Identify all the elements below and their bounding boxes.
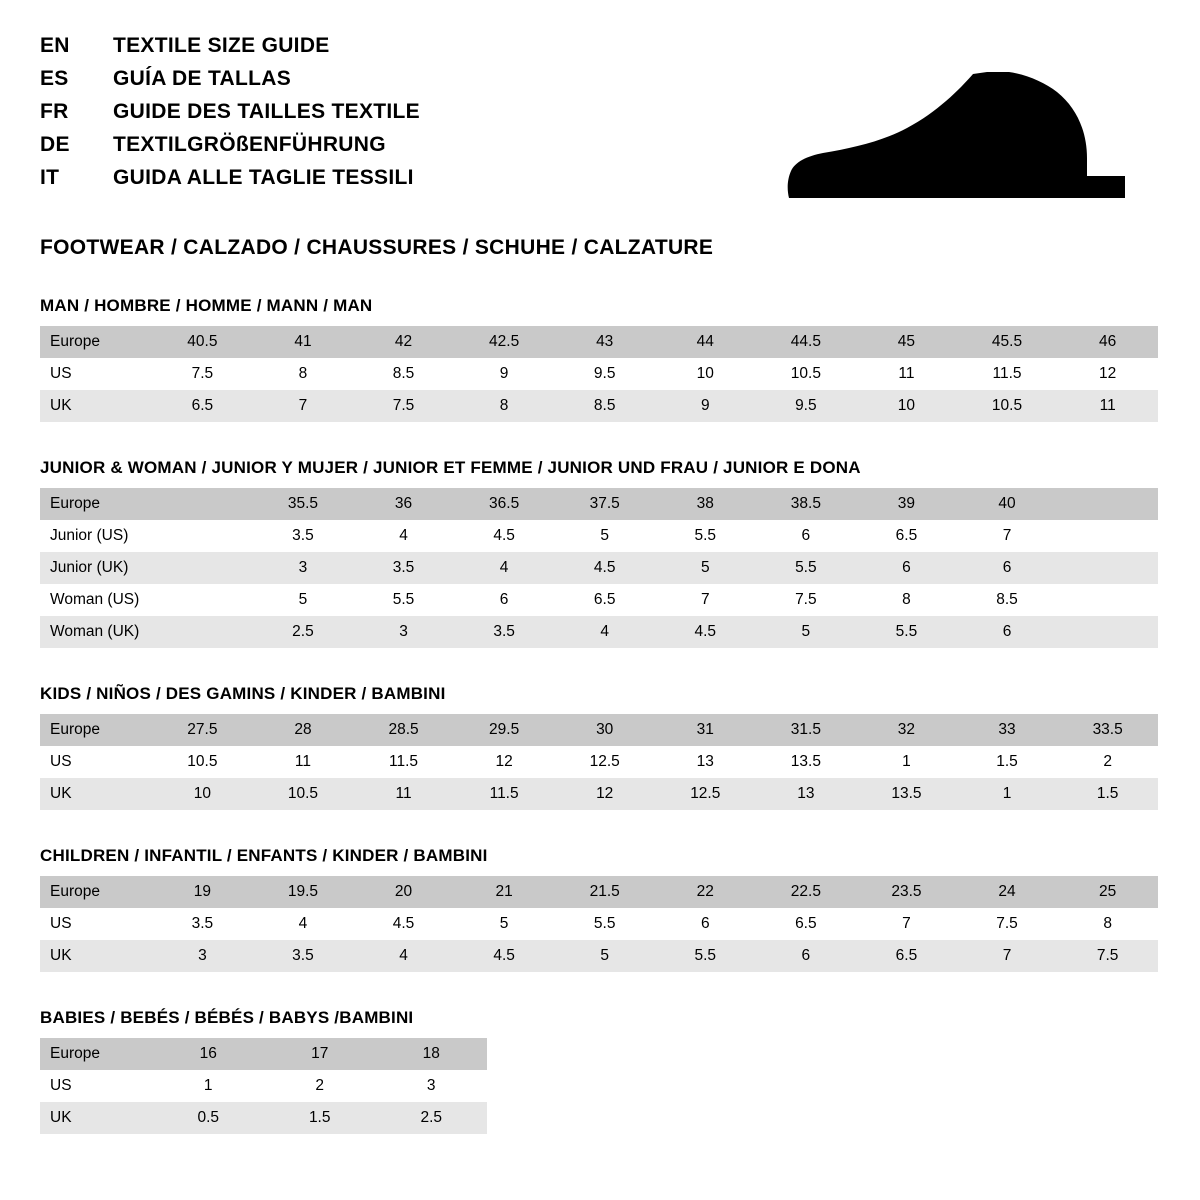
table-cell: [152, 520, 253, 552]
table-cell: 11: [1057, 390, 1158, 422]
group-title: KIDS / NIÑOS / DES GAMINS / KINDER / BAMBINI: [40, 684, 446, 703]
row-label: UK: [40, 778, 152, 810]
table-cell: 13.5: [856, 778, 957, 810]
table-cell: [152, 488, 253, 520]
table-cell: [1057, 552, 1158, 584]
language-title: TEXTILGRÖßENFÜHRUNG: [113, 133, 386, 156]
table-cell: [1057, 584, 1158, 616]
table-cell: 10.5: [253, 778, 354, 810]
table-cell: 22.5: [756, 876, 857, 908]
table-cell: 6.5: [554, 584, 655, 616]
row-label: Woman (US): [40, 584, 152, 616]
table-row: [40, 616, 1158, 648]
table-cell: 4.5: [353, 908, 454, 940]
table-cell: 6: [756, 940, 857, 972]
table-cell: 6: [756, 520, 857, 552]
table-cell: 8.5: [957, 584, 1058, 616]
table-cell: 40.5: [152, 326, 253, 358]
language-title: GUIDA ALLE TAGLIE TESSILI: [113, 166, 414, 189]
language-code: IT: [40, 166, 60, 189]
table-row: [40, 552, 1158, 584]
row-label: Europe: [40, 714, 152, 746]
table-cell: 5: [655, 552, 756, 584]
table-cell: 42: [353, 326, 454, 358]
table-cell: [1057, 520, 1158, 552]
table-cell: 39: [856, 488, 957, 520]
table-cell: 19: [152, 876, 253, 908]
table-cell: 2.5: [375, 1102, 487, 1134]
group-title: BABIES / BEBÉS / BÉBÉS / BABYS /BAMBINI: [40, 1008, 414, 1027]
table-cell: 5.5: [655, 940, 756, 972]
table-cell: 4.5: [655, 616, 756, 648]
table-cell: 1: [153, 1070, 264, 1102]
group-title: MAN / HOMBRE / HOMME / MANN / MAN: [40, 296, 373, 315]
table-cell: 23.5: [856, 876, 957, 908]
table-cell: 7.5: [353, 390, 454, 422]
table-cell: 5.5: [655, 520, 756, 552]
table-cell: 8: [856, 584, 957, 616]
group-title: JUNIOR & WOMAN / JUNIOR Y MUJER / JUNIOR ET FEMME / JUNIOR UND FRAU / JUNIOR E DONA: [40, 458, 861, 477]
table-row: [40, 714, 1158, 746]
table-cell: [1057, 488, 1158, 520]
table-cell: 3.5: [353, 552, 454, 584]
table-row: [40, 746, 1158, 778]
table-cell: 4.5: [454, 940, 555, 972]
table-cell: 33.5: [1057, 714, 1158, 746]
language-row: [40, 34, 420, 67]
size-group-kids: [40, 684, 1160, 810]
table-cell: 20: [353, 876, 454, 908]
table-cell: 4: [554, 616, 655, 648]
table-cell: 11: [253, 746, 354, 778]
table-cell: 41: [253, 326, 354, 358]
table-cell: 45.5: [957, 326, 1058, 358]
table-cell: 2: [1057, 746, 1158, 778]
table-cell: 10: [152, 778, 253, 810]
language-row: [40, 166, 420, 199]
table-cell: 6.5: [856, 520, 957, 552]
table-cell: 6: [454, 584, 555, 616]
table-cell: 9.5: [756, 390, 857, 422]
language-code: FR: [40, 100, 69, 123]
table-cell: 29.5: [454, 714, 555, 746]
table-row: [40, 520, 1158, 552]
table-row: [40, 1102, 487, 1134]
row-label: UK: [40, 940, 152, 972]
size-table: [40, 1038, 487, 1134]
table-cell: 7: [957, 940, 1058, 972]
group-title: CHILDREN / INFANTIL / ENFANTS / KINDER / BAMBINI: [40, 846, 488, 865]
table-cell: 24: [957, 876, 1058, 908]
table-cell: 32: [856, 714, 957, 746]
table-row: [40, 940, 1158, 972]
table-cell: 6.5: [152, 390, 253, 422]
language-title: TEXTILE SIZE GUIDE: [113, 34, 330, 57]
table-cell: 9: [655, 390, 756, 422]
table-row: [40, 1038, 487, 1070]
page-header: [40, 34, 1160, 202]
table-cell: 11: [856, 358, 957, 390]
table-row: [40, 908, 1158, 940]
table-cell: 38.5: [756, 488, 857, 520]
table-cell: 35.5: [253, 488, 354, 520]
table-row: [40, 778, 1158, 810]
language-code: EN: [40, 34, 70, 57]
table-cell: 10.5: [152, 746, 253, 778]
table-cell: 9.5: [554, 358, 655, 390]
table-cell: 10.5: [756, 358, 857, 390]
table-cell: 5: [253, 584, 354, 616]
table-cell: 3.5: [454, 616, 555, 648]
table-cell: 46: [1057, 326, 1158, 358]
table-cell: 27.5: [152, 714, 253, 746]
dress-shoe-icon: [782, 72, 1132, 202]
footwear-section-heading: FOOTWEAR / CALZADO / CHAUSSURES / SCHUHE / CALZATURE: [40, 236, 714, 259]
table-cell: 7: [856, 908, 957, 940]
table-cell: 12: [454, 746, 555, 778]
table-cell: 1.5: [264, 1102, 375, 1134]
table-cell: 5.5: [756, 552, 857, 584]
table-cell: 13.5: [756, 746, 857, 778]
row-label: UK: [40, 1102, 153, 1134]
table-cell: 44: [655, 326, 756, 358]
row-label: Europe: [40, 876, 152, 908]
table-row: [40, 876, 1158, 908]
table-cell: 1.5: [957, 746, 1058, 778]
table-cell: 8.5: [554, 390, 655, 422]
table-cell: 22: [655, 876, 756, 908]
table-cell: [152, 616, 253, 648]
table-cell: 28.5: [353, 714, 454, 746]
row-label: US: [40, 746, 152, 778]
table-cell: 38: [655, 488, 756, 520]
table-cell: [152, 584, 253, 616]
table-cell: 3: [353, 616, 454, 648]
table-row: [40, 326, 1158, 358]
table-cell: 6: [655, 908, 756, 940]
table-cell: 45: [856, 326, 957, 358]
table-cell: 31: [655, 714, 756, 746]
table-cell: 3: [253, 552, 354, 584]
row-label: Europe: [40, 326, 152, 358]
table-cell: 3: [152, 940, 253, 972]
table-cell: 21: [454, 876, 555, 908]
row-label: UK: [40, 390, 152, 422]
table-cell: 28: [253, 714, 354, 746]
size-group-junior-woman: [40, 458, 1160, 648]
table-cell: 5: [554, 520, 655, 552]
table-cell: 7: [957, 520, 1058, 552]
table-row: [40, 488, 1158, 520]
table-cell: [1057, 616, 1158, 648]
table-cell: 5: [454, 908, 555, 940]
table-cell: 36.5: [454, 488, 555, 520]
table-cell: 30: [554, 714, 655, 746]
table-cell: 11.5: [957, 358, 1058, 390]
table-cell: 8: [454, 390, 555, 422]
table-cell: 2.5: [253, 616, 354, 648]
table-cell: 12.5: [554, 746, 655, 778]
table-cell: 25: [1057, 876, 1158, 908]
table-row: [40, 358, 1158, 390]
table-cell: 6.5: [756, 908, 857, 940]
table-row: [40, 390, 1158, 422]
row-label: Junior (US): [40, 520, 152, 552]
size-group-man: [40, 296, 1160, 422]
table-cell: 18: [375, 1038, 487, 1070]
table-cell: 4: [454, 552, 555, 584]
table-cell: 31.5: [756, 714, 857, 746]
table-cell: 33: [957, 714, 1058, 746]
table-cell: 4: [353, 520, 454, 552]
row-label: US: [40, 358, 152, 390]
table-cell: 4.5: [554, 552, 655, 584]
table-cell: 4.5: [454, 520, 555, 552]
table-cell: 11.5: [454, 778, 555, 810]
table-cell: 1.5: [1057, 778, 1158, 810]
table-cell: 12: [1057, 358, 1158, 390]
row-label: US: [40, 908, 152, 940]
table-cell: 7.5: [1057, 940, 1158, 972]
table-cell: 9: [454, 358, 555, 390]
table-cell: 6: [856, 552, 957, 584]
table-row: [40, 584, 1158, 616]
table-cell: 3.5: [152, 908, 253, 940]
table-cell: 8: [253, 358, 354, 390]
table-cell: 12: [554, 778, 655, 810]
table-cell: 3: [375, 1070, 487, 1102]
row-label: Woman (UK): [40, 616, 152, 648]
table-cell: 10.5: [957, 390, 1058, 422]
table-cell: 3.5: [253, 520, 354, 552]
table-cell: 7.5: [957, 908, 1058, 940]
size-table: [40, 488, 1158, 648]
language-title-list: [40, 34, 420, 199]
table-cell: 11.5: [353, 746, 454, 778]
table-cell: 0.5: [153, 1102, 264, 1134]
table-cell: 1: [856, 746, 957, 778]
language-row: [40, 100, 420, 133]
table-cell: 5: [554, 940, 655, 972]
table-cell: 5.5: [353, 584, 454, 616]
table-cell: 7.5: [152, 358, 253, 390]
table-cell: 4: [353, 940, 454, 972]
table-cell: 1: [957, 778, 1058, 810]
row-label: Europe: [40, 488, 152, 520]
language-title: GUIDE DES TAILLES TEXTILE: [113, 100, 420, 123]
table-cell: 6: [957, 616, 1058, 648]
table-cell: 4: [253, 908, 354, 940]
table-cell: 21.5: [554, 876, 655, 908]
row-label: Junior (UK): [40, 552, 152, 584]
table-cell: 3.5: [253, 940, 354, 972]
table-cell: 6: [957, 552, 1058, 584]
table-cell: 7.5: [756, 584, 857, 616]
table-cell: 17: [264, 1038, 375, 1070]
size-table: [40, 326, 1158, 422]
table-cell: 11: [353, 778, 454, 810]
table-cell: 7: [655, 584, 756, 616]
table-cell: 44.5: [756, 326, 857, 358]
language-row: [40, 133, 420, 166]
table-cell: 10: [655, 358, 756, 390]
size-group-babies: [40, 1008, 1160, 1134]
table-cell: 13: [756, 778, 857, 810]
table-cell: 2: [264, 1070, 375, 1102]
language-row: [40, 67, 420, 100]
table-cell: 5.5: [554, 908, 655, 940]
table-cell: 37.5: [554, 488, 655, 520]
size-group-children: [40, 846, 1160, 972]
table-cell: 7: [253, 390, 354, 422]
row-label: US: [40, 1070, 153, 1102]
table-cell: 16: [153, 1038, 264, 1070]
table-cell: 40: [957, 488, 1058, 520]
table-cell: 19.5: [253, 876, 354, 908]
language-title: GUÍA DE TALLAS: [113, 67, 292, 90]
row-label: Europe: [40, 1038, 153, 1070]
table-cell: 13: [655, 746, 756, 778]
table-cell: 8: [1057, 908, 1158, 940]
table-cell: 43: [554, 326, 655, 358]
size-table: [40, 714, 1158, 810]
table-cell: 42.5: [454, 326, 555, 358]
size-table: [40, 876, 1158, 972]
table-cell: 8.5: [353, 358, 454, 390]
table-cell: [152, 552, 253, 584]
language-code: DE: [40, 133, 70, 156]
table-cell: 5: [756, 616, 857, 648]
table-cell: 5.5: [856, 616, 957, 648]
table-cell: 10: [856, 390, 957, 422]
language-code: ES: [40, 67, 69, 90]
table-cell: 12.5: [655, 778, 756, 810]
table-cell: 36: [353, 488, 454, 520]
table-cell: 6.5: [856, 940, 957, 972]
table-row: [40, 1070, 487, 1102]
